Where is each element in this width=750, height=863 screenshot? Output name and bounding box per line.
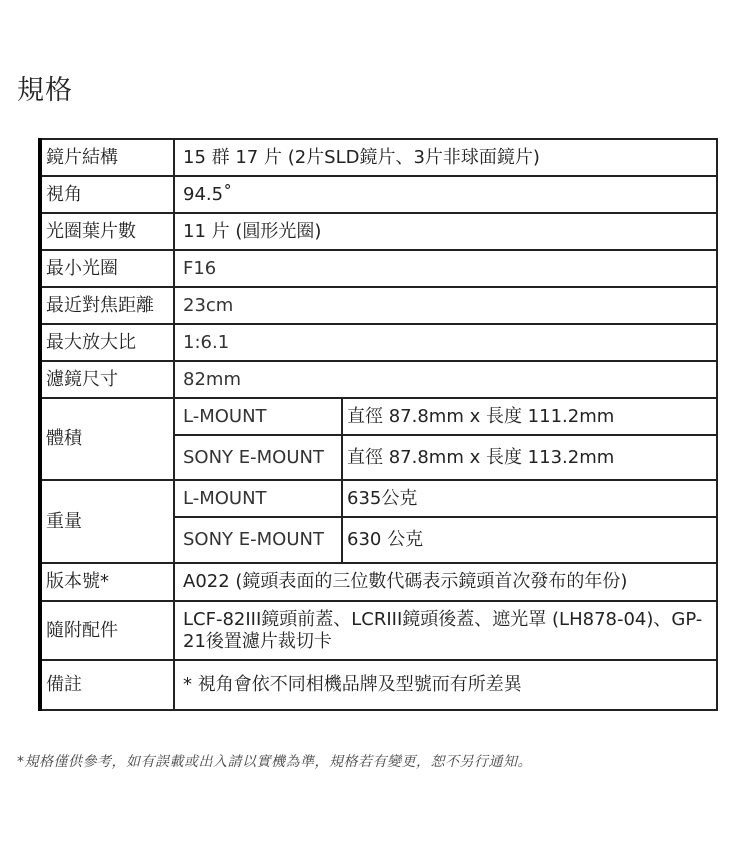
row-label: 視角 bbox=[40, 176, 174, 213]
mount-cell: SONY E-MOUNT bbox=[174, 517, 342, 563]
table-row bbox=[40, 601, 717, 660]
row-label: 備註 bbox=[40, 660, 174, 710]
row-value: 直徑 87.8mm x 長度 113.2mm bbox=[342, 435, 717, 480]
row-label: 重量 bbox=[40, 480, 174, 563]
row-value: 15 群 17 片 (2片SLD鏡片、3片非球面鏡片) bbox=[174, 139, 717, 176]
row-label: 濾鏡尺寸 bbox=[40, 361, 174, 398]
row-value: A022 (鏡頭表面的三位數代碼表示鏡頭首次發布的年份) bbox=[174, 563, 717, 601]
mount-cell: L-MOUNT bbox=[174, 398, 342, 435]
row-value: 94.5˚ bbox=[174, 176, 717, 213]
row-label: 體積 bbox=[40, 398, 174, 480]
table-row bbox=[40, 361, 717, 398]
row-label: 最大放大比 bbox=[40, 324, 174, 361]
row-value: 635公克 bbox=[342, 480, 717, 517]
page-title: 規格 bbox=[17, 75, 73, 107]
disclaimer-footnote: *規格僅供參考，如有誤載或出入請以實機為準，規格若有變更，恕不另行通知。 bbox=[17, 754, 532, 770]
table-row bbox=[40, 213, 717, 250]
row-label: 版本號* bbox=[40, 563, 174, 601]
table-row bbox=[40, 480, 717, 517]
table-row bbox=[40, 660, 717, 710]
table-row bbox=[40, 324, 717, 361]
row-value: 23cm bbox=[174, 287, 717, 324]
row-label: 光圈葉片數 bbox=[40, 213, 174, 250]
table-row bbox=[40, 563, 717, 601]
specifications-table bbox=[38, 138, 718, 711]
row-value: 11 片 (圓形光圈) bbox=[174, 213, 717, 250]
row-value: 直徑 87.8mm x 長度 111.2mm bbox=[342, 398, 717, 435]
row-value: 1:6.1 bbox=[174, 324, 717, 361]
row-label: 隨附配件 bbox=[40, 601, 174, 660]
row-label: 鏡片結構 bbox=[40, 139, 174, 176]
row-value: * 視角會依不同相機品牌及型號而有所差異 bbox=[174, 660, 717, 710]
row-value: LCF-82III鏡頭前蓋、LCRIII鏡頭後蓋、遮光罩 (LH878-04)、GP-21後置濾片裁切卡 bbox=[174, 601, 717, 660]
mount-cell: SONY E-MOUNT bbox=[174, 435, 342, 480]
mount-cell: L-MOUNT bbox=[174, 480, 342, 517]
table-row bbox=[40, 139, 717, 176]
row-value: 630 公克 bbox=[342, 517, 717, 563]
table-row bbox=[40, 398, 717, 435]
row-label: 最小光圈 bbox=[40, 250, 174, 287]
table-row bbox=[40, 287, 717, 324]
table-row bbox=[40, 250, 717, 287]
row-value: 82mm bbox=[174, 361, 717, 398]
row-value: F16 bbox=[174, 250, 717, 287]
table-row bbox=[40, 176, 717, 213]
row-label: 最近對焦距離 bbox=[40, 287, 174, 324]
